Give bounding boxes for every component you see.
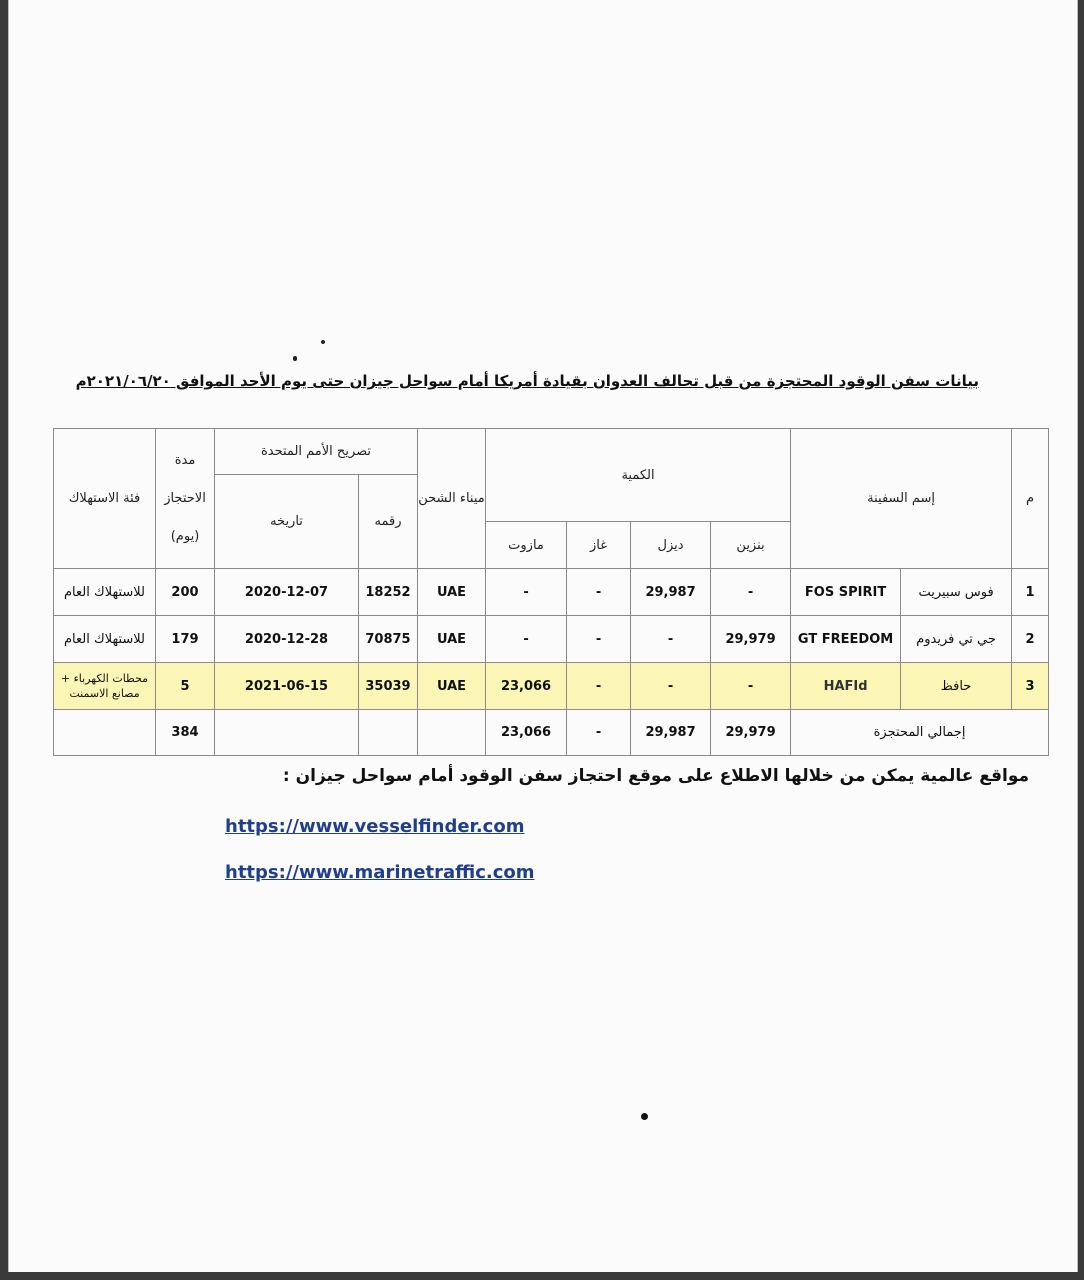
gas-value: -: [567, 616, 631, 663]
total-port-empty: [418, 710, 486, 756]
category-value: [54, 663, 156, 710]
category-value: للاستهلاك العام: [54, 569, 156, 616]
header-diesel: ديزل: [631, 522, 711, 569]
detained-ships-table: [53, 428, 1049, 756]
port-value: UAE: [418, 663, 486, 710]
ship-name-ar: حافظ: [901, 663, 1012, 710]
table-row: [54, 569, 1049, 616]
diesel-value: -: [631, 616, 711, 663]
mazut-value: -: [486, 569, 567, 616]
total-diesel: 29,987: [631, 710, 711, 756]
document-title: بيانات سفن الوقود المحتجزة من قبل تحالف العدوان بقيادة أمريكا أمام سواحل جيزان حتى يوم الأحد الموافق ٢٠٢١/٠٦/٢٠م: [75, 372, 979, 390]
category-line-1: محطات الكهرباء +: [60, 672, 149, 685]
permit-date-value: 2020-12-07: [215, 569, 359, 616]
port-value: UAE: [418, 616, 486, 663]
permit-number-value: 18252: [359, 569, 418, 616]
total-gas: -: [567, 710, 631, 756]
stray-dot: [641, 1113, 648, 1120]
diesel-value: 29,987: [631, 569, 711, 616]
header-index: م: [1012, 429, 1049, 569]
port-value: UAE: [418, 569, 486, 616]
total-row: [54, 710, 1049, 756]
total-days: 384: [156, 710, 215, 756]
header-gas: غاز: [567, 522, 631, 569]
ship-name-ar: فوس سبيريت: [901, 569, 1012, 616]
table-row: [54, 616, 1049, 663]
row-index: 1: [1012, 569, 1049, 616]
ship-name-en: FOS SPIRIT: [791, 569, 901, 616]
row-index: 2: [1012, 616, 1049, 663]
mazut-value: -: [486, 616, 567, 663]
row-index: 3: [1012, 663, 1049, 710]
header-mazut: مازوت: [486, 522, 567, 569]
permit-number-value: 35039: [359, 663, 418, 710]
permit-date-value: 2021-06-15: [215, 663, 359, 710]
total-permit-date-empty: [215, 710, 359, 756]
header-petrol: بنزين: [711, 522, 791, 569]
gas-value: -: [567, 569, 631, 616]
total-category-empty: [54, 710, 156, 756]
total-label: إجمالي المحتجزة: [791, 710, 1049, 756]
petrol-value: -: [711, 663, 791, 710]
days-value: 200: [156, 569, 215, 616]
vesselfinder-link[interactable]: https://www.vesselfinder.com: [225, 816, 525, 837]
header-detention-days-line-3: (يوم): [170, 528, 200, 544]
days-value: 179: [156, 616, 215, 663]
total-mazut: 23,066: [486, 710, 567, 756]
marinetraffic-link[interactable]: https://www.marinetraffic.com: [225, 862, 535, 883]
header-detention-days-line-2: الاحتجاز: [164, 490, 206, 506]
gas-value: -: [567, 663, 631, 710]
header-ship-name: إسم السفينة: [791, 429, 1012, 569]
ship-name-ar: جي تي فريدوم: [901, 616, 1012, 663]
diesel-value: -: [631, 663, 711, 710]
sites-intro-text: مواقع عالمية يمكن من خلالها الاطلاع على موقع احتجاز سفن الوقود أمام سواحل جيزان :: [282, 766, 1029, 786]
pen-mark: [320, 339, 326, 345]
petrol-value: -: [711, 569, 791, 616]
ship-name-en: GT FREEDOM: [791, 616, 901, 663]
total-permit-number-empty: [359, 710, 418, 756]
total-petrol: 29,979: [711, 710, 791, 756]
category-value: للاستهلاك العام: [54, 616, 156, 663]
permit-date-value: 2020-12-28: [215, 616, 359, 663]
permit-number-value: 70875: [359, 616, 418, 663]
category-line-2: مصانع الاسمنت: [69, 687, 140, 700]
days-value: 5: [156, 663, 215, 710]
document-page: [8, 0, 1078, 1272]
header-detention-days: [156, 429, 215, 569]
header-permit-number: رقمه: [359, 475, 418, 569]
mazut-value: 23,066: [486, 663, 567, 710]
header-permit-date: تاريخه: [215, 475, 359, 569]
petrol-value: 29,979: [711, 616, 791, 663]
header-un-permit: تصريح الأمم المتحدة: [215, 429, 418, 475]
header-category: فئة الاستهلاك: [54, 429, 156, 569]
pen-mark: [293, 356, 297, 361]
table-row-highlighted: [54, 663, 1049, 710]
ship-name-en: HAFId: [791, 663, 901, 710]
header-detention-days-line-1: مدة: [174, 452, 196, 468]
header-port: ميناء الشحن: [418, 429, 486, 569]
header-quantity: الكمية: [486, 429, 791, 522]
